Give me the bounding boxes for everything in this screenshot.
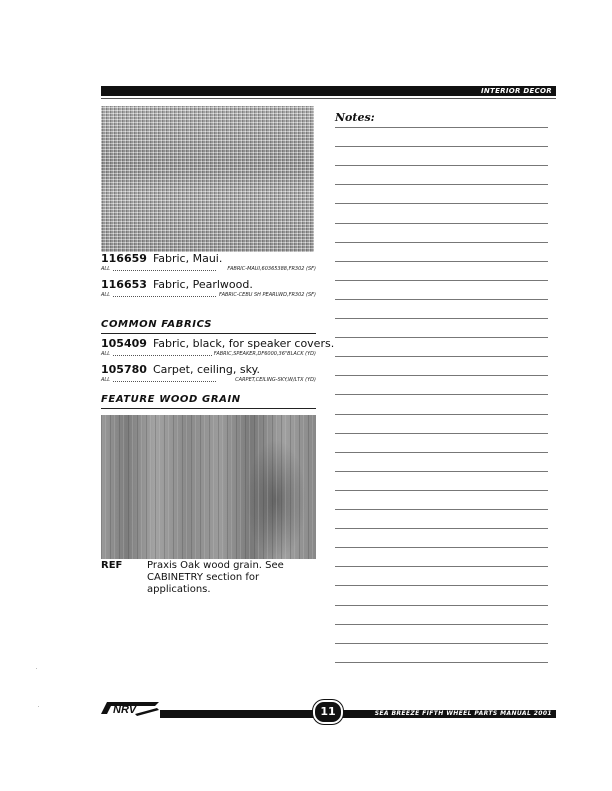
part-description: Fabric, black, for speaker covers. bbox=[152, 337, 335, 350]
part-description: Fabric, Pearlwood. bbox=[152, 278, 253, 291]
notes-rule bbox=[335, 547, 548, 548]
part-description: Fabric, Maui. bbox=[152, 252, 223, 265]
notes-rule bbox=[335, 242, 548, 243]
scan-mark bbox=[38, 706, 39, 707]
notes-rule bbox=[335, 624, 548, 625]
section-title: INTERIOR DECOR bbox=[480, 87, 552, 95]
header-bar bbox=[101, 86, 556, 96]
notes-rule bbox=[335, 318, 548, 319]
notes-rule bbox=[335, 566, 548, 567]
footer-bar bbox=[160, 710, 556, 718]
application: ALL bbox=[101, 377, 110, 383]
nrv-logo bbox=[101, 700, 159, 716]
notes-rule bbox=[335, 509, 548, 510]
ref-text: Praxis Oak wood grain. See CABINETRY section for applications. bbox=[147, 560, 284, 595]
header-rule bbox=[101, 98, 556, 99]
section-heading-feature-wood-grain: FEATURE WOOD GRAIN bbox=[101, 394, 316, 409]
part-spec: FABRIC-CEBU SH PEARLWD,FR302 (SF) bbox=[219, 292, 316, 298]
notes-rule bbox=[335, 203, 548, 204]
notes-rule bbox=[335, 605, 548, 606]
part-number: 116659 bbox=[101, 252, 147, 265]
notes-rule bbox=[335, 471, 548, 472]
ref-label: REF bbox=[101, 560, 123, 571]
part-description: Carpet, ceiling, sky. bbox=[152, 363, 261, 376]
wood-grain-swatch-image bbox=[101, 415, 316, 559]
notes-rule bbox=[335, 127, 548, 128]
part-entry bbox=[101, 337, 335, 359]
notes-rule bbox=[335, 643, 548, 644]
application: ALL bbox=[101, 292, 110, 298]
notes-rule bbox=[335, 394, 548, 395]
part-entry bbox=[101, 278, 316, 300]
part-entry bbox=[101, 363, 316, 385]
notes-rule bbox=[335, 414, 548, 415]
notes-rule bbox=[335, 528, 548, 529]
notes-rule bbox=[335, 146, 548, 147]
notes-rule bbox=[335, 375, 548, 376]
notes-rule bbox=[335, 433, 548, 434]
part-number: 116653 bbox=[101, 278, 147, 291]
notes-rule bbox=[335, 356, 548, 357]
notes-rule bbox=[335, 184, 548, 185]
part-number: 105780 bbox=[101, 363, 147, 376]
notes-rule bbox=[335, 585, 548, 586]
notes-rule bbox=[335, 223, 548, 224]
notes-rule bbox=[335, 490, 548, 491]
application: ALL bbox=[101, 351, 110, 357]
fabric-swatch-image bbox=[101, 106, 314, 252]
notes-rule bbox=[335, 165, 548, 166]
part-spec: FABRIC-MAUI,60365388,FR302 (SF) bbox=[227, 266, 316, 272]
part-spec: CARPET,CEILING-SKY,W/LTX (YD) bbox=[235, 377, 316, 383]
page-number: 11 bbox=[313, 700, 343, 724]
notes-rule bbox=[335, 662, 548, 663]
notes-rule bbox=[335, 299, 548, 300]
notes-rule bbox=[335, 261, 548, 262]
notes-title: Notes: bbox=[335, 111, 375, 124]
logo-text: NRV bbox=[113, 704, 137, 716]
scan-mark bbox=[36, 668, 37, 669]
section-heading-common-fabrics: COMMON FABRICS bbox=[101, 319, 316, 334]
part-number: 105409 bbox=[101, 337, 147, 350]
notes-rule bbox=[335, 280, 548, 281]
notes-rule bbox=[335, 452, 548, 453]
part-entry bbox=[101, 252, 316, 274]
notes-rule bbox=[335, 337, 548, 338]
application: ALL bbox=[101, 266, 110, 272]
manual-title: SEA BREEZE FIFTH WHEEL PARTS MANUAL 2001 bbox=[374, 710, 552, 717]
part-spec: FABRIC,SPEAKER,DF6000,36"BLACK (YD) bbox=[213, 351, 316, 357]
